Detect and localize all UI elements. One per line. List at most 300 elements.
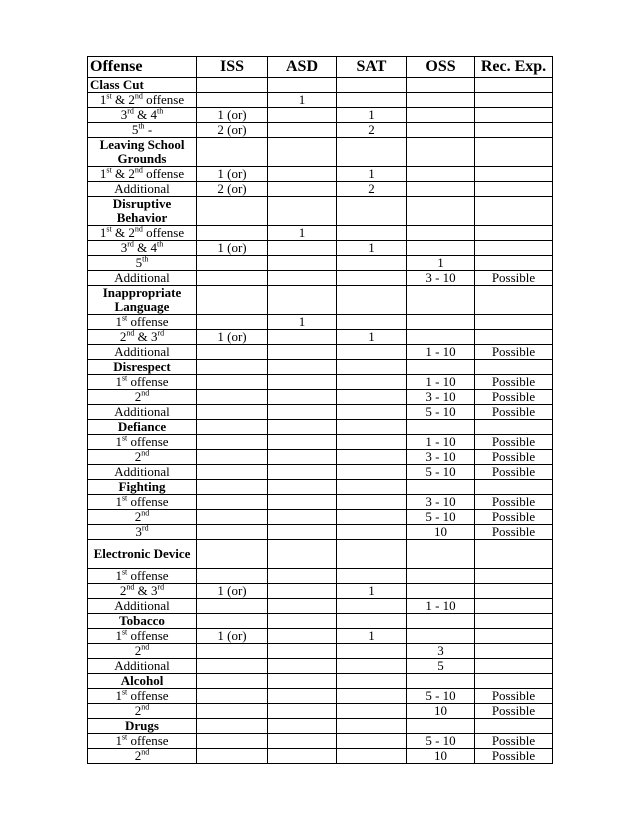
offense-cell xyxy=(88,226,197,241)
offense-text: 5 xyxy=(131,122,139,137)
offense-cell xyxy=(88,495,197,510)
sat-cell xyxy=(337,93,407,108)
sat-cell xyxy=(337,569,407,584)
offense-cell xyxy=(88,123,197,138)
asd-cell xyxy=(268,525,337,540)
iss-cell xyxy=(197,375,268,390)
iss-cell xyxy=(197,719,268,734)
rec-exp-cell xyxy=(475,241,553,256)
oss-cell: 3 - 10 xyxy=(407,390,475,405)
sat-cell xyxy=(337,525,407,540)
ordinal-suffix: nd xyxy=(141,642,150,652)
oss-cell xyxy=(407,540,475,569)
iss-cell xyxy=(197,510,268,525)
offense-text: 2 xyxy=(134,643,142,658)
iss-cell xyxy=(197,749,268,764)
header-asd: ASD xyxy=(268,57,337,78)
asd-cell xyxy=(268,330,337,345)
table-row xyxy=(88,256,553,271)
table-row xyxy=(88,182,553,197)
table-row xyxy=(88,495,553,510)
category-row xyxy=(88,480,553,495)
oss-cell xyxy=(407,138,475,167)
asd-cell xyxy=(268,450,337,465)
iss-cell xyxy=(197,315,268,330)
asd-cell xyxy=(268,375,337,390)
oss-cell xyxy=(407,674,475,689)
oss-cell: 3 - 10 xyxy=(407,450,475,465)
oss-cell: 5 - 10 xyxy=(407,734,475,749)
iss-cell xyxy=(197,345,268,360)
table-row xyxy=(88,241,553,256)
sat-cell: 1 xyxy=(337,241,407,256)
sat-cell xyxy=(337,315,407,330)
asd-cell xyxy=(268,480,337,495)
rec-exp-cell xyxy=(475,330,553,345)
category-row xyxy=(88,674,553,689)
oss-cell xyxy=(407,197,475,226)
rec-exp-cell: Possible xyxy=(475,525,553,540)
rec-exp-cell xyxy=(475,569,553,584)
offense-text: offense xyxy=(127,314,169,329)
sat-cell: 1 xyxy=(337,108,407,123)
iss-cell xyxy=(197,540,268,569)
table-row xyxy=(88,510,553,525)
sat-cell xyxy=(337,540,407,569)
iss-cell xyxy=(197,674,268,689)
rec-exp-cell: Possible xyxy=(475,435,553,450)
category-row xyxy=(88,286,553,315)
rec-exp-cell xyxy=(475,78,553,93)
offense-text: 1 xyxy=(115,434,122,449)
offense-cell: Additional xyxy=(88,345,197,360)
sat-cell: 1 xyxy=(337,584,407,599)
oss-cell xyxy=(407,182,475,197)
sat-cell xyxy=(337,375,407,390)
table-row xyxy=(88,167,553,182)
sat-cell xyxy=(337,704,407,719)
ordinal-suffix: nd xyxy=(141,702,150,712)
category-label: Inappropriate Language xyxy=(88,286,197,315)
category-row xyxy=(88,719,553,734)
oss-cell: 5 - 10 xyxy=(407,510,475,525)
category-label: Electronic Device xyxy=(88,540,197,569)
offense-cell xyxy=(88,167,197,182)
offense-cell xyxy=(88,330,197,345)
rec-exp-cell xyxy=(475,108,553,123)
header-row xyxy=(88,57,553,78)
asd-cell xyxy=(268,495,337,510)
table-row xyxy=(88,375,553,390)
rec-exp-cell: Possible xyxy=(475,405,553,420)
oss-cell: 1 xyxy=(407,256,475,271)
sat-cell xyxy=(337,495,407,510)
ordinal-suffix: nd xyxy=(134,91,143,101)
oss-cell: 1 - 10 xyxy=(407,435,475,450)
iss-cell xyxy=(197,256,268,271)
ordinal-suffix: st xyxy=(106,224,112,234)
table-row xyxy=(88,599,553,614)
header-sat: SAT xyxy=(337,57,407,78)
asd-cell xyxy=(268,644,337,659)
ordinal-suffix: st xyxy=(106,165,112,175)
ordinal-suffix: nd xyxy=(141,448,150,458)
rec-exp-cell: Possible xyxy=(475,704,553,719)
offense-text: offense xyxy=(142,92,185,107)
oss-cell xyxy=(407,108,475,123)
sat-cell: 2 xyxy=(337,123,407,138)
offense-text: 1 xyxy=(115,314,122,329)
offense-text: 2 xyxy=(134,748,142,763)
rec-exp-cell xyxy=(475,629,553,644)
category-row xyxy=(88,540,553,569)
category-row xyxy=(88,197,553,226)
rec-exp-cell xyxy=(475,614,553,629)
asd-cell xyxy=(268,749,337,764)
oss-cell xyxy=(407,629,475,644)
rec-exp-cell xyxy=(475,540,553,569)
ordinal-suffix: th xyxy=(157,239,164,249)
rec-exp-cell: Possible xyxy=(475,510,553,525)
iss-cell xyxy=(197,599,268,614)
oss-cell: 10 xyxy=(407,749,475,764)
offense-text: offense xyxy=(127,688,169,703)
table-row xyxy=(88,123,553,138)
table-row xyxy=(88,465,553,480)
iss-cell xyxy=(197,93,268,108)
iss-cell xyxy=(197,197,268,226)
iss-cell xyxy=(197,271,268,286)
offense-cell: Additional xyxy=(88,182,197,197)
offense-text: 3 xyxy=(120,107,128,122)
offense-text: 2 xyxy=(134,449,142,464)
rec-exp-cell xyxy=(475,197,553,226)
ordinal-suffix: nd xyxy=(126,582,135,592)
oss-cell xyxy=(407,93,475,108)
offense-text: offense xyxy=(127,374,169,389)
sat-cell xyxy=(337,689,407,704)
asd-cell xyxy=(268,286,337,315)
oss-cell: 5 - 10 xyxy=(407,689,475,704)
offense-text: & 2 xyxy=(111,166,135,181)
ordinal-suffix: st xyxy=(121,433,128,443)
header-oss: OSS xyxy=(407,57,475,78)
rec-exp-cell xyxy=(475,599,553,614)
offense-cell xyxy=(88,644,197,659)
category-label: Disrespect xyxy=(88,360,197,375)
header-rec-exp: Rec. Exp. xyxy=(475,57,553,78)
offense-text: 1 xyxy=(115,568,122,583)
category-row xyxy=(88,420,553,435)
table-row xyxy=(88,435,553,450)
asd-cell xyxy=(268,599,337,614)
iss-cell xyxy=(197,450,268,465)
category-label: Drugs xyxy=(88,719,197,734)
ordinal-suffix: st xyxy=(121,687,128,697)
oss-cell xyxy=(407,286,475,315)
asd-cell xyxy=(268,123,337,138)
iss-cell: 1 (or) xyxy=(197,330,268,345)
rec-exp-cell xyxy=(475,360,553,375)
iss-cell xyxy=(197,495,268,510)
table-row xyxy=(88,749,553,764)
offense-cell xyxy=(88,435,197,450)
offense-text: 1 xyxy=(99,166,107,181)
rec-exp-cell: Possible xyxy=(475,375,553,390)
iss-cell xyxy=(197,569,268,584)
asd-cell xyxy=(268,510,337,525)
rec-exp-cell xyxy=(475,123,553,138)
oss-cell: 5 - 10 xyxy=(407,405,475,420)
offense-cell xyxy=(88,734,197,749)
offense-text: & 4 xyxy=(133,107,158,122)
sat-cell: 2 xyxy=(337,182,407,197)
rec-exp-cell: Possible xyxy=(475,495,553,510)
offense-text: 2 xyxy=(134,509,142,524)
offense-cell xyxy=(88,315,197,330)
ordinal-suffix: nd xyxy=(134,165,143,175)
offense-text: 2 xyxy=(134,703,142,718)
sat-cell xyxy=(337,420,407,435)
offense-cell: Additional xyxy=(88,271,197,286)
table-row xyxy=(88,226,553,241)
offense-cell: Additional xyxy=(88,405,197,420)
oss-cell xyxy=(407,569,475,584)
ordinal-suffix: nd xyxy=(141,508,150,518)
ordinal-suffix: nd xyxy=(134,224,143,234)
asd-cell xyxy=(268,584,337,599)
sat-cell xyxy=(337,614,407,629)
asd-cell xyxy=(268,704,337,719)
sat-cell xyxy=(337,271,407,286)
asd-cell: 1 xyxy=(268,226,337,241)
offense-text: & 2 xyxy=(111,92,135,107)
asd-cell xyxy=(268,465,337,480)
offense-cell: Additional xyxy=(88,659,197,674)
table-row xyxy=(88,644,553,659)
sat-cell xyxy=(337,405,407,420)
table-row xyxy=(88,659,553,674)
asd-cell xyxy=(268,167,337,182)
rec-exp-cell: Possible xyxy=(475,345,553,360)
table-row xyxy=(88,525,553,540)
offense-text: 1 xyxy=(115,688,122,703)
offense-text: 1 xyxy=(99,92,107,107)
oss-cell xyxy=(407,167,475,182)
rec-exp-cell xyxy=(475,138,553,167)
sat-cell xyxy=(337,138,407,167)
sat-cell xyxy=(337,450,407,465)
iss-cell xyxy=(197,644,268,659)
category-label: Class Cut xyxy=(88,78,197,93)
offense-text: offense xyxy=(127,568,169,583)
rec-exp-cell: Possible xyxy=(475,689,553,704)
asd-cell: 1 xyxy=(268,93,337,108)
offense-text: offense xyxy=(127,733,169,748)
offense-text: & 4 xyxy=(133,240,158,255)
oss-cell xyxy=(407,614,475,629)
iss-cell xyxy=(197,704,268,719)
asd-cell xyxy=(268,659,337,674)
oss-cell: 3 - 10 xyxy=(407,495,475,510)
offense-text: 2 xyxy=(119,583,127,598)
ordinal-suffix: st xyxy=(106,91,112,101)
table-row xyxy=(88,689,553,704)
asd-cell xyxy=(268,182,337,197)
ordinal-suffix: rd xyxy=(157,328,165,338)
offense-text: 1 xyxy=(115,733,122,748)
rec-exp-cell: Possible xyxy=(475,390,553,405)
sat-cell xyxy=(337,78,407,93)
header-offense: Offense xyxy=(88,57,197,78)
oss-cell xyxy=(407,315,475,330)
offense-text: offense xyxy=(127,494,169,509)
ordinal-suffix: st xyxy=(121,373,128,383)
oss-cell xyxy=(407,360,475,375)
rec-exp-cell xyxy=(475,182,553,197)
offense-text: 5 xyxy=(135,255,143,270)
category-label: Disruptive Behavior xyxy=(88,197,197,226)
ordinal-suffix: st xyxy=(121,627,128,637)
iss-cell xyxy=(197,138,268,167)
iss-cell: 1 (or) xyxy=(197,108,268,123)
iss-cell: 1 (or) xyxy=(197,584,268,599)
offense-cell xyxy=(88,569,197,584)
sat-cell xyxy=(337,659,407,674)
sat-cell xyxy=(337,719,407,734)
iss-cell: 1 (or) xyxy=(197,629,268,644)
table-row xyxy=(88,629,553,644)
offense-text: - xyxy=(144,122,153,137)
rec-exp-cell xyxy=(475,420,553,435)
asd-cell xyxy=(268,78,337,93)
iss-cell xyxy=(197,286,268,315)
asd-cell: 1 xyxy=(268,315,337,330)
sat-cell: 1 xyxy=(337,330,407,345)
iss-cell xyxy=(197,465,268,480)
rec-exp-cell xyxy=(475,584,553,599)
iss-cell: 1 (or) xyxy=(197,241,268,256)
asd-cell xyxy=(268,271,337,286)
ordinal-suffix: rd xyxy=(157,582,165,592)
oss-cell: 1 - 10 xyxy=(407,375,475,390)
sat-cell xyxy=(337,197,407,226)
sat-cell: 1 xyxy=(337,629,407,644)
rec-exp-cell xyxy=(475,93,553,108)
offense-cell xyxy=(88,108,197,123)
rec-exp-cell: Possible xyxy=(475,271,553,286)
asd-cell xyxy=(268,540,337,569)
header-iss: ISS xyxy=(197,57,268,78)
asd-cell xyxy=(268,614,337,629)
iss-cell xyxy=(197,435,268,450)
rec-exp-cell xyxy=(475,286,553,315)
rec-exp-cell xyxy=(475,674,553,689)
iss-cell xyxy=(197,480,268,495)
rec-exp-cell xyxy=(475,719,553,734)
asd-cell xyxy=(268,256,337,271)
sat-cell xyxy=(337,674,407,689)
rec-exp-cell: Possible xyxy=(475,450,553,465)
oss-cell xyxy=(407,241,475,256)
offense-cell: Additional xyxy=(88,599,197,614)
asd-cell xyxy=(268,197,337,226)
offense-cell xyxy=(88,525,197,540)
sat-cell xyxy=(337,345,407,360)
ordinal-suffix: st xyxy=(121,567,128,577)
iss-cell: 2 (or) xyxy=(197,123,268,138)
iss-cell: 1 (or) xyxy=(197,167,268,182)
offense-cell xyxy=(88,375,197,390)
ordinal-suffix: st xyxy=(121,313,128,323)
discipline-table xyxy=(87,56,553,764)
category-label: Alcohol xyxy=(88,674,197,689)
sat-cell xyxy=(337,599,407,614)
table-row xyxy=(88,93,553,108)
offense-text: 1 xyxy=(115,494,122,509)
sat-cell xyxy=(337,286,407,315)
iss-cell xyxy=(197,689,268,704)
iss-cell xyxy=(197,405,268,420)
table-row xyxy=(88,271,553,286)
category-label: Defiance xyxy=(88,420,197,435)
oss-cell: 1 - 10 xyxy=(407,599,475,614)
asd-cell xyxy=(268,360,337,375)
rec-exp-cell xyxy=(475,480,553,495)
rec-exp-cell xyxy=(475,226,553,241)
offense-text: & 2 xyxy=(111,225,135,240)
table-row xyxy=(88,345,553,360)
sat-cell xyxy=(337,644,407,659)
category-row xyxy=(88,78,553,93)
oss-cell: 1 - 10 xyxy=(407,345,475,360)
rec-exp-cell: Possible xyxy=(475,734,553,749)
asd-cell xyxy=(268,569,337,584)
oss-cell xyxy=(407,420,475,435)
oss-cell xyxy=(407,480,475,495)
rec-exp-cell: Possible xyxy=(475,749,553,764)
iss-cell xyxy=(197,226,268,241)
iss-cell: 2 (or) xyxy=(197,182,268,197)
table-row xyxy=(88,315,553,330)
sat-cell xyxy=(337,510,407,525)
sat-cell xyxy=(337,390,407,405)
table-body xyxy=(88,78,553,764)
ordinal-suffix: th xyxy=(138,121,145,131)
oss-cell: 10 xyxy=(407,525,475,540)
asd-cell xyxy=(268,345,337,360)
offense-cell xyxy=(88,450,197,465)
table-row xyxy=(88,734,553,749)
offense-cell xyxy=(88,256,197,271)
iss-cell xyxy=(197,390,268,405)
sat-cell xyxy=(337,465,407,480)
sat-cell xyxy=(337,480,407,495)
oss-cell: 3 - 10 xyxy=(407,271,475,286)
asd-cell xyxy=(268,405,337,420)
category-row xyxy=(88,138,553,167)
oss-cell: 5 - 10 xyxy=(407,465,475,480)
offense-text: 2 xyxy=(134,389,142,404)
iss-cell xyxy=(197,734,268,749)
sat-cell: 1 xyxy=(337,167,407,182)
asd-cell xyxy=(268,108,337,123)
ordinal-suffix: nd xyxy=(141,388,150,398)
asd-cell xyxy=(268,689,337,704)
iss-cell xyxy=(197,78,268,93)
offense-cell xyxy=(88,629,197,644)
offense-cell: Additional xyxy=(88,465,197,480)
